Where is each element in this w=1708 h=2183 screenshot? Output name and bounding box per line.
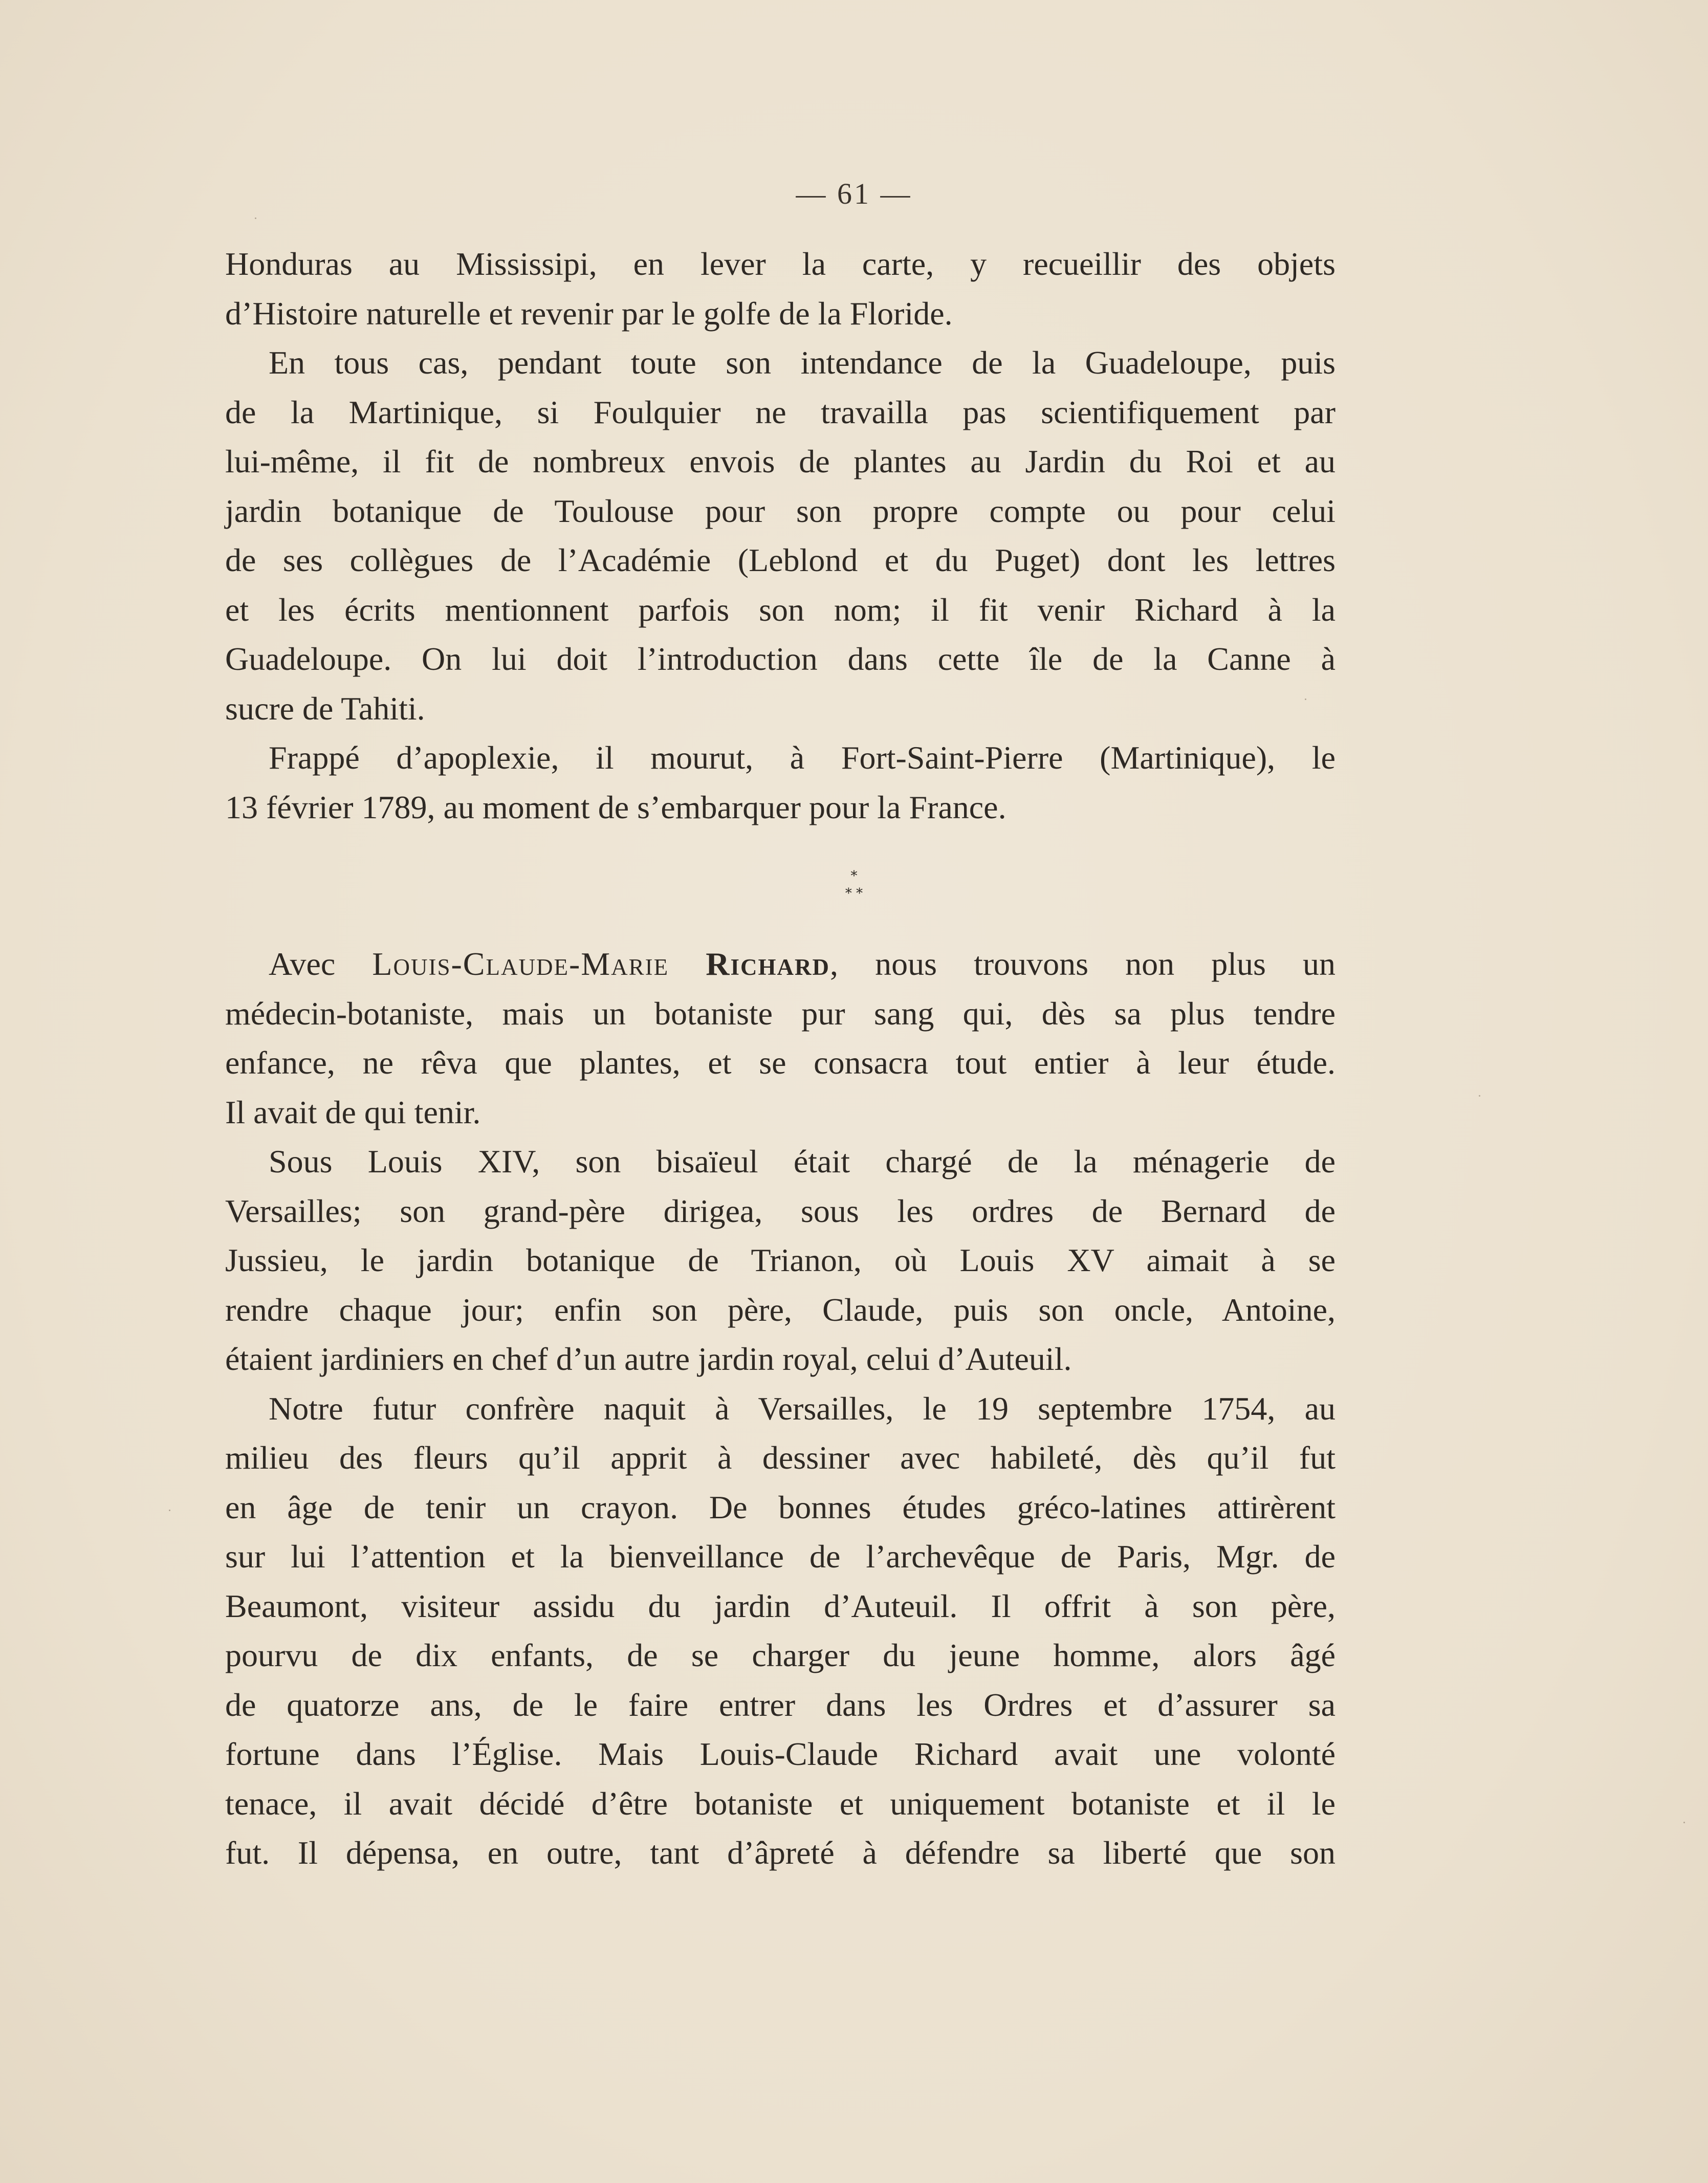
asterism-bottom: * * xyxy=(845,886,863,901)
text-line: 13 février 1789, au moment de s’embarquer pour la France. xyxy=(225,789,1006,825)
text-line: sur lui l’attention et la bienveillance de l’archevêque de Paris, Mgr. de xyxy=(225,1538,1335,1575)
paper-speck xyxy=(169,1510,170,1511)
text-line: lui-même, il fit de nombreux envois de plantes au Jardin du Roi et au xyxy=(225,443,1335,479)
text-line: Frappé d’apoplexie, il mourut, à Fort-Saint-Pierre (Martinique), le xyxy=(269,739,1335,776)
text-line: de la Martinique, si Foulquier ne travailla pas scientifiquement par xyxy=(225,394,1335,430)
word-avec: Avec xyxy=(269,946,336,982)
text-line: en âge de tenir un crayon. De bonnes études gréco-latines attirèrent xyxy=(225,1489,1335,1525)
paragraph xyxy=(225,1137,1335,1384)
section-2-text xyxy=(225,940,1335,1878)
text-line: de ses collègues de l’Académie (Leblond et du Puget) dont les lettres xyxy=(225,542,1335,578)
paper-speck xyxy=(1683,1822,1685,1823)
text-line: d’Histoire naturelle et revenir par le golfe de la Floride. xyxy=(225,295,953,332)
text-line: Jussieu, le jardin botanique de Trianon, où Louis XV aimait à se xyxy=(225,1242,1335,1278)
text-line-intro xyxy=(225,940,1335,989)
person-given-names: Louis-Claude-Marie xyxy=(372,946,669,982)
paragraph xyxy=(225,338,1335,733)
text-line: sucre de Tahiti. xyxy=(225,690,425,727)
text-line: Versailles; son grand-père dirigea, sous les ordres de Bernard de xyxy=(225,1192,1335,1229)
text-line: médecin-botaniste, mais un botaniste pur sang qui, dès sa plus tendre xyxy=(225,995,1335,1032)
text-line: fut. Il dépensa, en outre, tant d’âpreté à défendre sa liberté que son xyxy=(225,1835,1335,1871)
person-surname: Richard xyxy=(706,946,830,982)
asterism-divider xyxy=(0,867,1708,902)
text-line: milieu des fleurs qu’il apprit à dessiner avec habileté, dès qu’il fut xyxy=(225,1439,1335,1476)
paragraph xyxy=(225,733,1335,832)
paper-speck xyxy=(1479,1095,1480,1097)
text-line: Il avait de qui tenir. xyxy=(225,1094,481,1130)
page-number: — 61 — xyxy=(796,177,912,210)
text-line: pourvu de dix enfants, de se charger du jeune homme, alors âgé xyxy=(225,1637,1335,1673)
text-line: étaient jardiniers en chef d’un autre jardin royal, celui d’Auteuil. xyxy=(225,1341,1072,1377)
paragraph xyxy=(225,940,1335,1137)
text-line: rendre chaque jour; enfin son père, Claude, puis son oncle, Antoine, xyxy=(225,1291,1335,1328)
text-line: fortune dans l’Église. Mais Louis-Claude Richard avait une volonté xyxy=(225,1736,1335,1772)
section-1-text xyxy=(225,239,1335,832)
asterism-top: * xyxy=(850,868,858,884)
paper-speck xyxy=(255,217,256,219)
text-line: enfance, ne rêva que plantes, et se consacra tout entier à leur étude. xyxy=(225,1044,1335,1081)
text-line: Sous Louis XIV, son bisaïeul était chargé de la ménagerie de xyxy=(269,1143,1335,1180)
intro-rest: , nous trouvons non plus un xyxy=(829,946,1336,982)
text-line: Honduras au Mississipi, en lever la carte, y recueillir des objets xyxy=(225,246,1335,282)
paragraph xyxy=(225,1384,1335,1878)
text-line: et les écrits mentionnent parfois son nom; il fit venir Richard à la xyxy=(225,591,1335,628)
paper-speck xyxy=(1305,698,1306,700)
text-line: tenace, il avait décidé d’être botaniste et uniquement botaniste et il le xyxy=(225,1785,1335,1822)
text-line: Beaumont, visiteur assidu du jardin d’Auteuil. Il offrit à son père, xyxy=(225,1587,1335,1624)
paragraph xyxy=(225,239,1335,338)
text-line: jardin botanique de Toulouse pour son propre compte ou pour celui xyxy=(225,492,1335,529)
text-line: Notre futur confrère naquit à Versailles, le 19 septembre 1754, au xyxy=(269,1390,1335,1427)
text-line: En tous cas, pendant toute son intendance de la Guadeloupe, puis xyxy=(269,344,1335,381)
text-line: Guadeloupe. On lui doit l’introduction dans cette île de la Canne à xyxy=(225,641,1335,677)
text-line: de quatorze ans, de le faire entrer dans les Ordres et d’assurer sa xyxy=(225,1686,1335,1723)
